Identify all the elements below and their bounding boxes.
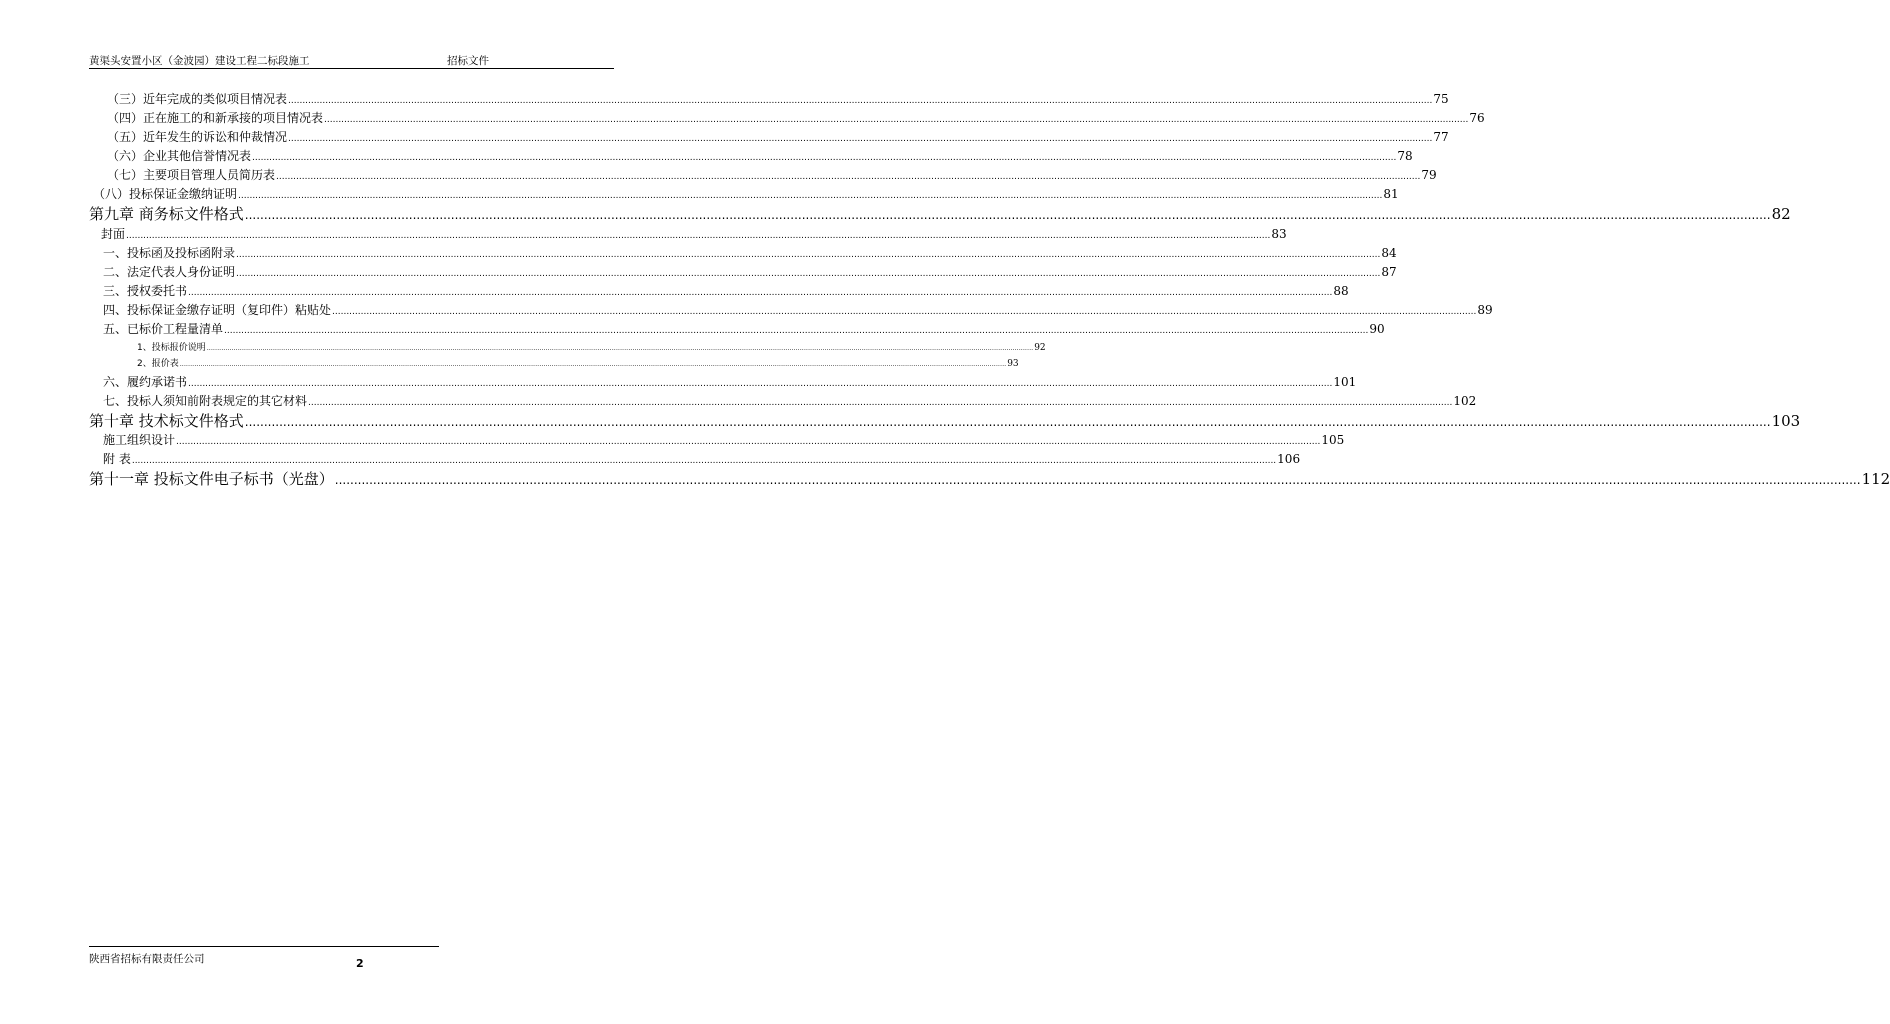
- toc-entry[interactable]: [107, 109, 1485, 126]
- toc-leader-dots: ................................................................................................................................................................................................................................................................................................................................................................................................................: [188, 379, 1333, 389]
- toc-leader-dots: ................................................................................................................................................................................................................................................................................................................................................................................................................: [126, 231, 1271, 241]
- toc-entry-title: 封面: [101, 227, 126, 241]
- toc-leader-dots: ................................................................................................................................................................................................................................................................................................................................................................................................................: [288, 134, 1433, 144]
- toc-entry-page: 83: [1271, 227, 1287, 241]
- toc-entry[interactable]: [107, 147, 1413, 164]
- toc-entry-page: 75: [1433, 92, 1449, 106]
- toc-entry-title: （五）近年发生的诉讼和仲裁情况: [107, 130, 288, 144]
- toc-entry-page: 78: [1397, 149, 1413, 163]
- toc-entry[interactable]: [137, 356, 1019, 369]
- toc-leader-dots: ................................................................................................................................................................................................................................................................................................................................................................................................................: [244, 208, 1771, 222]
- toc-leader-dots: ................................................................................................................................................................................................................................................................................................................................................................................................................: [236, 250, 1381, 260]
- toc-entry-page: 90: [1369, 322, 1385, 336]
- toc-entry[interactable]: [137, 340, 1046, 353]
- toc-entry[interactable]: [103, 301, 1493, 318]
- toc-leader-dots: ................................................................................................................................................................................................................................................................................................................................................................................................................: [288, 96, 1433, 106]
- toc-entry-page: 103: [1771, 412, 1801, 430]
- toc-entry-page: 89: [1477, 303, 1493, 317]
- toc-entry[interactable]: [103, 373, 1357, 390]
- toc-leader-dots: ................................................................................................................................................................................................................................................................................................................................................................................................................: [308, 398, 1453, 408]
- toc-entry[interactable]: [103, 263, 1397, 280]
- toc-entry-title: 1、投标报价说明: [137, 343, 206, 353]
- toc-entry-page: 106: [1277, 452, 1301, 466]
- toc-leader-dots: ................................................................................................................................................................................................................................................................................................................................................................................................................: [176, 437, 1321, 447]
- toc-entry-page: 101: [1333, 375, 1357, 389]
- toc-entry-page: 112: [1861, 470, 1890, 488]
- toc-leader-dots: ................................................................................................................................................................................................................................................................................................................................................................................................................: [238, 191, 1383, 201]
- toc-entry-title: 三、授权委托书: [103, 284, 188, 298]
- footer-page-number: 2: [356, 957, 364, 970]
- footer-company: 陕西省招标有限责任公司: [89, 953, 205, 965]
- toc-entry-page: 102: [1453, 394, 1477, 408]
- toc-entry-title: 六、履约承诺书: [103, 375, 188, 389]
- toc-leader-dots: ................................................................................................................................................................................................................................................................................................................................................................................................................: [179, 360, 1007, 368]
- toc-entry-title: 一、投标函及投标函附录: [103, 246, 236, 260]
- toc-entry-title: （六）企业其他信誉情况表: [107, 149, 252, 163]
- toc-entry-title: （四）正在施工的和新承接的项目情况表: [107, 111, 324, 125]
- toc-entry[interactable]: [103, 320, 1385, 337]
- toc-leader-dots: ................................................................................................................................................................................................................................................................................................................................................................................................................: [206, 344, 1034, 352]
- toc-leader-dots: ................................................................................................................................................................................................................................................................................................................................................................................................................: [244, 415, 1771, 429]
- toc-entry-title: （三）近年完成的类似项目情况表: [107, 92, 288, 106]
- toc-entry-page: 76: [1469, 111, 1485, 125]
- toc-entry-title: 七、投标人须知前附表规定的其它材料: [103, 394, 308, 408]
- toc-entry-title: 2、报价表: [137, 359, 179, 369]
- toc-entry-page: 93: [1007, 359, 1019, 369]
- toc-entry-title: 二、法定代表人身份证明: [103, 265, 236, 279]
- toc-entry[interactable]: [107, 166, 1437, 183]
- toc-leader-dots: ................................................................................................................................................................................................................................................................................................................................................................................................................: [332, 307, 1477, 317]
- toc-leader-dots: ................................................................................................................................................................................................................................................................................................................................................................................................................: [188, 288, 1333, 298]
- toc-leader-dots: ................................................................................................................................................................................................................................................................................................................................................................................................................: [324, 115, 1469, 125]
- toc-entry[interactable]: [103, 282, 1349, 299]
- toc-entry-title: 第十一章 投标文件电子标书（光盘）: [89, 470, 334, 488]
- toc-entry-page: 82: [1771, 205, 1791, 223]
- toc-entry-page: 77: [1433, 130, 1449, 144]
- toc-entry-page: 87: [1381, 265, 1397, 279]
- toc-entry-title: 第九章 商务标文件格式: [89, 205, 244, 223]
- toc-leader-dots: ................................................................................................................................................................................................................................................................................................................................................................................................................: [334, 473, 1861, 487]
- toc-leader-dots: ................................................................................................................................................................................................................................................................................................................................................................................................................: [276, 172, 1421, 182]
- toc-entry[interactable]: [89, 468, 1890, 489]
- toc-entry[interactable]: [107, 128, 1449, 145]
- toc-entry[interactable]: [107, 90, 1449, 107]
- toc-entry-title: 施工组织设计: [103, 433, 176, 447]
- toc-entry-page: 92: [1034, 343, 1046, 353]
- toc-entry-page: 88: [1333, 284, 1349, 298]
- toc-entry[interactable]: [89, 410, 1801, 431]
- toc-entry-title: 第十章 技术标文件格式: [89, 412, 244, 430]
- toc-entry-page: 84: [1381, 246, 1397, 260]
- toc-entry-title: （八）投标保证金缴纳证明: [93, 187, 238, 201]
- header-document-type: 招标文件: [447, 55, 489, 67]
- toc-leader-dots: ................................................................................................................................................................................................................................................................................................................................................................................................................: [131, 456, 1277, 466]
- header-project-title: 黄渠头安置小区（金波园）建设工程二标段施工: [89, 55, 310, 67]
- toc-entry[interactable]: [93, 185, 1399, 202]
- toc-entry[interactable]: [101, 225, 1287, 242]
- toc-entry[interactable]: [103, 431, 1345, 448]
- toc-entry-page: 81: [1383, 187, 1399, 201]
- toc-leader-dots: ................................................................................................................................................................................................................................................................................................................................................................................................................: [236, 269, 1381, 279]
- toc-entry[interactable]: [103, 392, 1477, 409]
- toc-entry-title: 五、已标价工程量清单: [103, 322, 224, 336]
- footer-divider: [89, 946, 439, 947]
- toc-entry-page: 79: [1421, 168, 1437, 182]
- toc-entry[interactable]: [103, 244, 1397, 261]
- toc-entry-page: 105: [1321, 433, 1345, 447]
- toc-leader-dots: ................................................................................................................................................................................................................................................................................................................................................................................................................: [252, 153, 1397, 163]
- toc-entry[interactable]: [103, 450, 1301, 467]
- toc-entry[interactable]: [89, 203, 1791, 224]
- toc-entry-title: 附 表: [103, 452, 131, 466]
- page-header: [89, 52, 614, 69]
- toc-entry-title: （七）主要项目管理人员简历表: [107, 168, 276, 182]
- toc-entry-title: 四、投标保证金缴存证明（复印件）粘贴处: [103, 303, 332, 317]
- toc-leader-dots: ................................................................................................................................................................................................................................................................................................................................................................................................................: [224, 326, 1369, 336]
